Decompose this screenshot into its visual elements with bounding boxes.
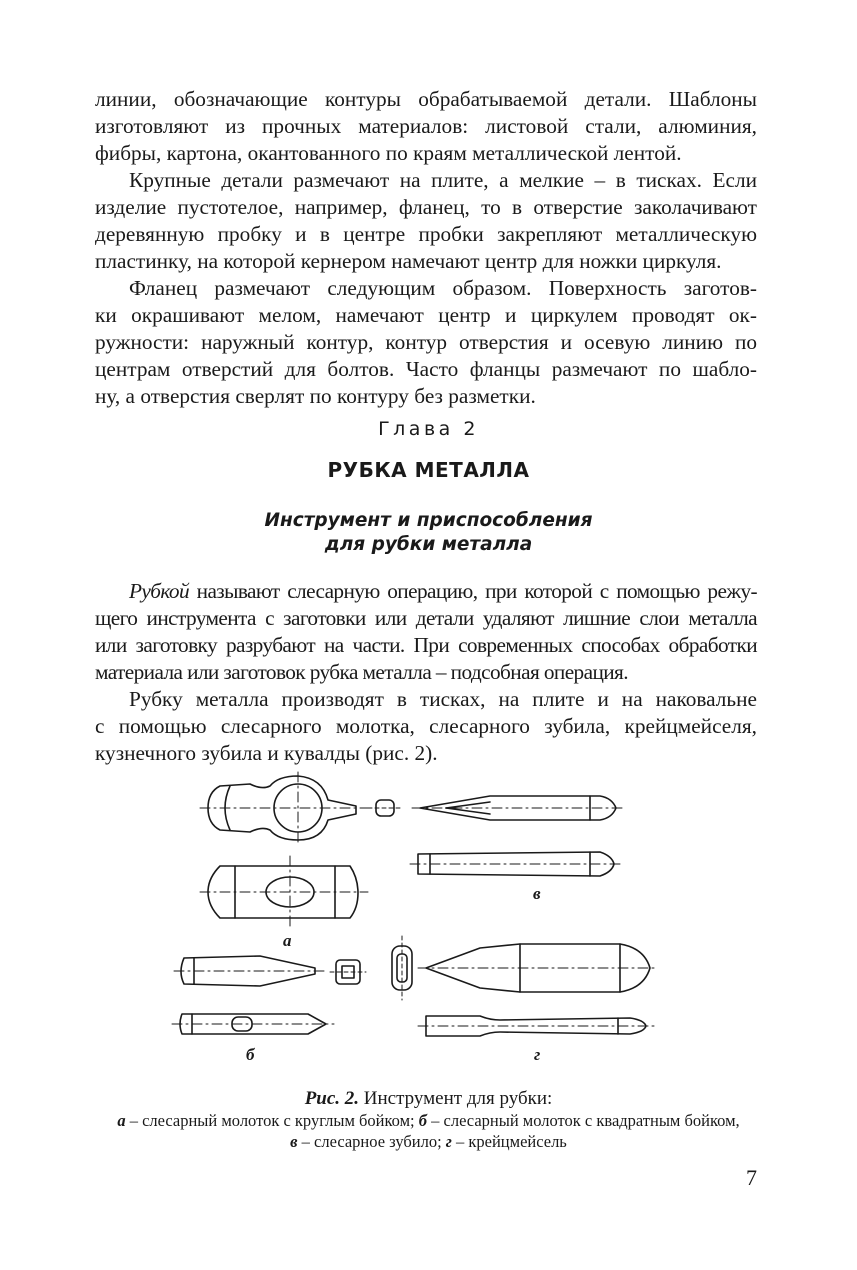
page-number: 7: [746, 1165, 757, 1190]
figure-label-a: а: [283, 931, 292, 950]
text-line: центрам отверстий для болтов. Часто фланцы размечают по шабло-: [95, 357, 757, 381]
text-line: линии, обозначающие контуры обрабатываемой детали. Шаблоны: [95, 87, 757, 111]
text-line: [95, 578, 757, 605]
paragraph-chopping-definition: [95, 578, 757, 686]
hammer-round-top-drawing: [200, 856, 368, 930]
term-chopping: Рубкой: [129, 579, 190, 603]
caption-key: г: [445, 1132, 452, 1151]
figure-caption: [60, 1088, 797, 1152]
caption-key: а: [117, 1111, 126, 1130]
caption-title: [60, 1088, 797, 1110]
crosscut-chisel-top-drawing: [418, 1016, 656, 1036]
text-line: изделие пустотелое, например, фланец, то в отверстие заколачивают: [95, 195, 757, 219]
chapter-heading: Глава 2: [378, 418, 479, 440]
caption-text: – крейцмейсель: [451, 1132, 567, 1151]
subtitle-line: Инструмент и приспособления: [264, 510, 593, 531]
caption-legend-line: [60, 1110, 797, 1131]
text-line: Рубку металла производят в тисках, на плите и на наковальне: [129, 687, 757, 711]
text-line: ну, а отверстия сверлят по контуру без разметки.: [95, 384, 536, 408]
caption-legend-line: [60, 1131, 797, 1152]
text-line: или заготовку разрубают на части. При современных способах обработки: [95, 633, 757, 657]
caption-key: в: [290, 1132, 298, 1151]
text-fragment: называют слесарную операцию, при которой с помощью режу-: [189, 579, 757, 603]
paragraph-templates: [95, 86, 757, 167]
figure-label-g: г: [534, 1045, 541, 1064]
chapter-title: РУБКА МЕТАЛЛА: [327, 458, 530, 482]
caption-figure-number: Рис. 2.: [304, 1088, 360, 1109]
caption-key: б: [418, 1111, 428, 1130]
text-line: Крупные детали размечают на плите, а мелкие – в тисках. Если: [129, 168, 757, 192]
text-line: пластинку, на которой кернером намечают центр для ножки циркуля.: [95, 249, 722, 273]
figure-chopping-tools: [150, 768, 710, 1078]
text-line: изготовляют из прочных материалов: листовой стали, алюминия,: [95, 114, 757, 138]
chisel-top-drawing: [410, 852, 624, 876]
figure-label-v: в: [533, 884, 541, 903]
figure-label-b: б: [246, 1045, 255, 1064]
section-subtitle: [0, 509, 857, 557]
paragraph-large-parts: [95, 167, 757, 275]
hammer-square-side-drawing: [174, 956, 366, 986]
caption-text: – слесарный молоток с квадратным бойком,: [427, 1111, 740, 1130]
hammer-round-side-drawing: [200, 772, 402, 846]
text-line: кузнечного зубила и кувалды (рис. 2).: [95, 741, 438, 765]
hammer-square-top-drawing: [172, 1014, 334, 1034]
caption-title-text: Инструмент для рубки:: [359, 1088, 553, 1109]
subtitle-line: для рубки металла: [324, 534, 533, 555]
chisel-side-drawing: [412, 796, 624, 820]
text-line: ружности: наружный контур, контур отверстия и осевую линию по: [95, 330, 757, 354]
caption-text: – слесарное зубило;: [297, 1132, 446, 1151]
text-line: материала или заготовок рубка металла – подсобная операция.: [95, 660, 628, 684]
text-line: деревянную пробку и в центре пробки закрепляют металлическую: [95, 222, 757, 246]
crosscut-chisel-side-drawing: [392, 936, 656, 1000]
text-line: Фланец размечают следующим образом. Поверхность заготов-: [129, 276, 757, 300]
caption-text: – слесарный молоток с круглым бойком;: [125, 1111, 419, 1130]
paragraph-chopping-tools: [95, 686, 757, 767]
text-line: фибры, картона, окантованного по краям металлической лентой.: [95, 141, 682, 165]
text-line: щего инструмента с заготовки или детали удаляют лишние слои металла: [95, 606, 757, 630]
paragraph-flange: [95, 275, 757, 410]
text-line: с помощью слесарного молотка, слесарного зубила, крейцмейселя,: [95, 714, 757, 738]
text-line: ки окрашивают мелом, намечают центр и циркулем проводят ок-: [95, 303, 757, 327]
